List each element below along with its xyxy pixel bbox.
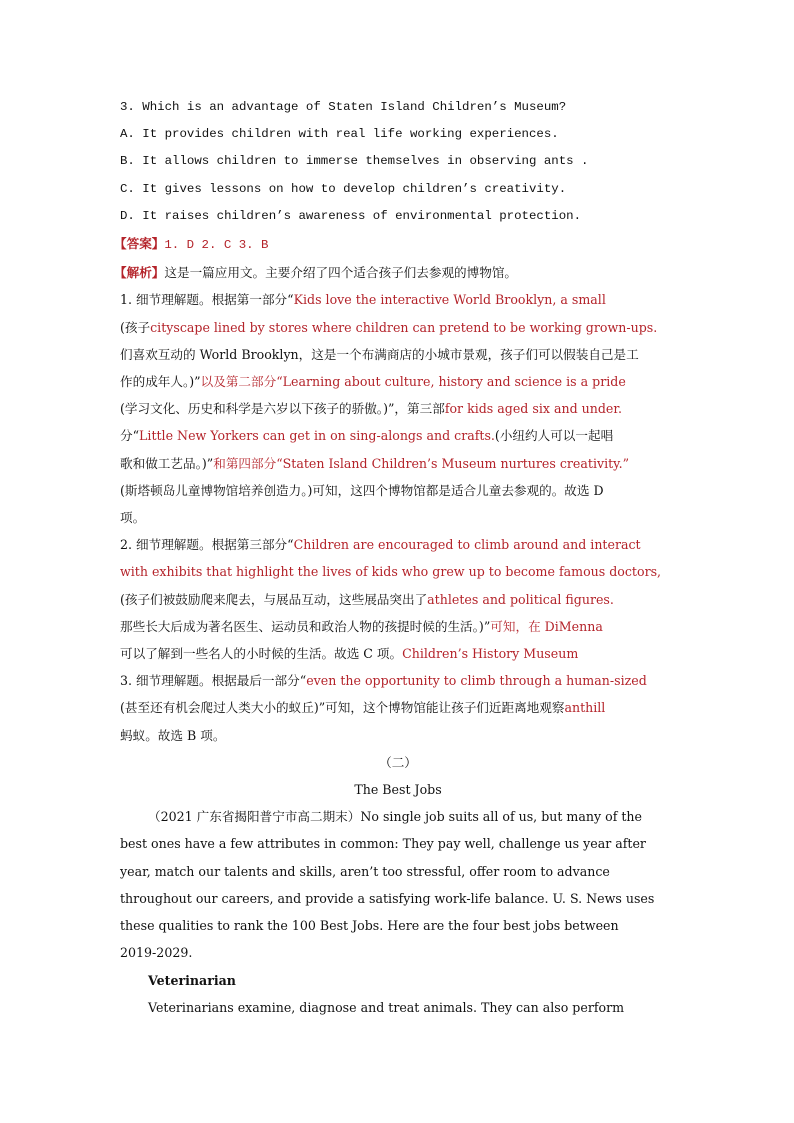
analysis-line xyxy=(120,613,676,640)
quoted-text: Children’s History Museum xyxy=(402,646,579,662)
section-heading: Veterinarian xyxy=(148,972,236,988)
analysis-text: 2. 细节理解题。根据第三部分“ xyxy=(120,537,294,553)
analysis-text: 项。 xyxy=(120,510,146,526)
analysis-text: (小纽约人可以一起唱 xyxy=(494,428,614,444)
analysis-text: (学习文化、历史和科学是六岁以下孩子的骄傲。)”，第三部 xyxy=(120,401,445,417)
quoted-text: athletes and political figures. xyxy=(427,591,614,607)
analysis-text: 分“ xyxy=(120,428,140,444)
analysis-text: 那些长大后成为著名医生、运动员和政治人物的孩提时候的生活。)” xyxy=(120,618,491,634)
option-b: B. It allows children to immerse themselves in observing ants . xyxy=(120,154,589,169)
analysis-text: (孩子 xyxy=(120,319,151,335)
analysis-line xyxy=(120,558,676,585)
analysis-intro-line xyxy=(114,259,676,286)
analysis-line xyxy=(120,395,676,422)
answer-tag: 【答案】 xyxy=(114,236,165,252)
document-page xyxy=(114,94,676,1021)
quoted-text: 和第四部分“Staten Island Children’s Museum nurtures creativity.” xyxy=(213,455,630,471)
passage-line: 2019-2029. xyxy=(120,945,193,961)
option-d: D. It raises children’s awareness of environmental protection. xyxy=(120,208,582,223)
analysis-line xyxy=(120,368,676,395)
analysis-text: 作的成年人。)” xyxy=(120,374,201,390)
analysis-line xyxy=(120,694,676,721)
quoted-text: anthill xyxy=(564,700,606,716)
passage-intro xyxy=(120,803,676,966)
analysis-body xyxy=(120,286,676,748)
passage-line: （2021 广东省揭阳普宁市高二期末）No single job suits all of us, but many of the xyxy=(148,809,642,825)
answer-text: 1. D 2. C 3. B xyxy=(164,238,269,253)
analysis-text: 可以了解到一些名人的小时候的生活。故选 C 项。 xyxy=(120,646,403,662)
question-stem: 3. Which is an advantage of Staten Island Children’s Museum? xyxy=(120,100,567,114)
passage-title: The Best Jobs xyxy=(354,782,442,798)
analysis-text: 3. 细节理解题。根据最后一部分“ xyxy=(120,673,307,689)
analysis-line xyxy=(120,667,676,694)
quoted-text: Little New Yorkers can get in on sing-alongs and crafts. xyxy=(139,428,495,444)
quoted-text: Children are encouraged to climb around and interact xyxy=(293,537,641,553)
quoted-text: even the opportunity to climb through a human-sized xyxy=(306,673,647,689)
quoted-text: cityscape lined by stores where children can pretend to be working grown-ups. xyxy=(150,319,658,335)
analysis-line xyxy=(120,586,676,613)
analysis-line xyxy=(120,314,676,341)
quoted-text: for kids aged six and under. xyxy=(444,401,623,417)
analysis-text: (斯塔顿岛儿童博物馆培养创造力。)可知，这四个博物馆都是适合儿童去参观的。故选 D xyxy=(120,482,604,498)
analysis-line xyxy=(120,640,676,667)
analysis-line xyxy=(120,450,676,477)
quoted-text: 以及第二部分“Learning about culture, history and science is a pride xyxy=(200,374,626,390)
analysis-line xyxy=(120,422,676,449)
quoted-text: Kids love the interactive World Brooklyn, a small xyxy=(293,292,606,308)
analysis-line xyxy=(120,341,676,368)
analysis-text: (甚至还有机会爬过人类大小的蚁丘)”可知，这个博物馆能让孩子们近距离地观察 xyxy=(120,700,565,716)
analysis-line xyxy=(120,286,676,313)
analysis-text: 1. 细节理解题。根据第一部分“ xyxy=(120,292,294,308)
option-a: A. It provides children with real life working experiences. xyxy=(120,127,559,142)
quoted-text: with exhibits that highlight the lives of kids who grew up to become famous doctors, xyxy=(120,564,662,580)
section-number: （二） xyxy=(379,754,417,770)
passage-line: these qualities to rank the 100 Best Jobs. Here are the four best jobs between xyxy=(120,918,619,934)
passage-line: throughout our careers, and provide a satisfying work-life balance. U. S. News uses xyxy=(120,890,655,906)
option-c: C. It gives lessons on how to develop children’s creativity. xyxy=(120,181,567,196)
analysis-text: 蚂蚁。故选 B 项。 xyxy=(120,727,226,743)
passage-line: year, match our talents and skills, aren’t too stressful, offer room to advance xyxy=(120,863,610,879)
analysis-line xyxy=(120,477,676,504)
quoted-text: 可知，在 DiMenna xyxy=(490,618,603,634)
answer-line xyxy=(114,230,676,259)
analysis-text: 歌和做工艺品。)” xyxy=(120,455,214,471)
section-body: Veterinarians examine, diagnose and treat animals. They can also perform xyxy=(148,999,625,1015)
analysis-line xyxy=(120,722,676,749)
passage-line: best ones have a few attributes in common: They pay well, challenge us year after xyxy=(120,836,646,852)
analysis-text: 们喜欢互动的 World Brooklyn，这是一个布满商店的小城市景观，孩子们可以假装自己是工 xyxy=(120,346,639,362)
analysis-text: (孩子们被鼓励爬来爬去，与展品互动，这些展品突出了 xyxy=(120,591,428,607)
analysis-intro: 这是一篇应用文。主要介绍了四个适合孩子们去参观的博物馆。 xyxy=(164,265,517,281)
analysis-line xyxy=(120,531,676,558)
analysis-line xyxy=(120,504,676,531)
analysis-tag: 【解析】 xyxy=(114,265,165,281)
